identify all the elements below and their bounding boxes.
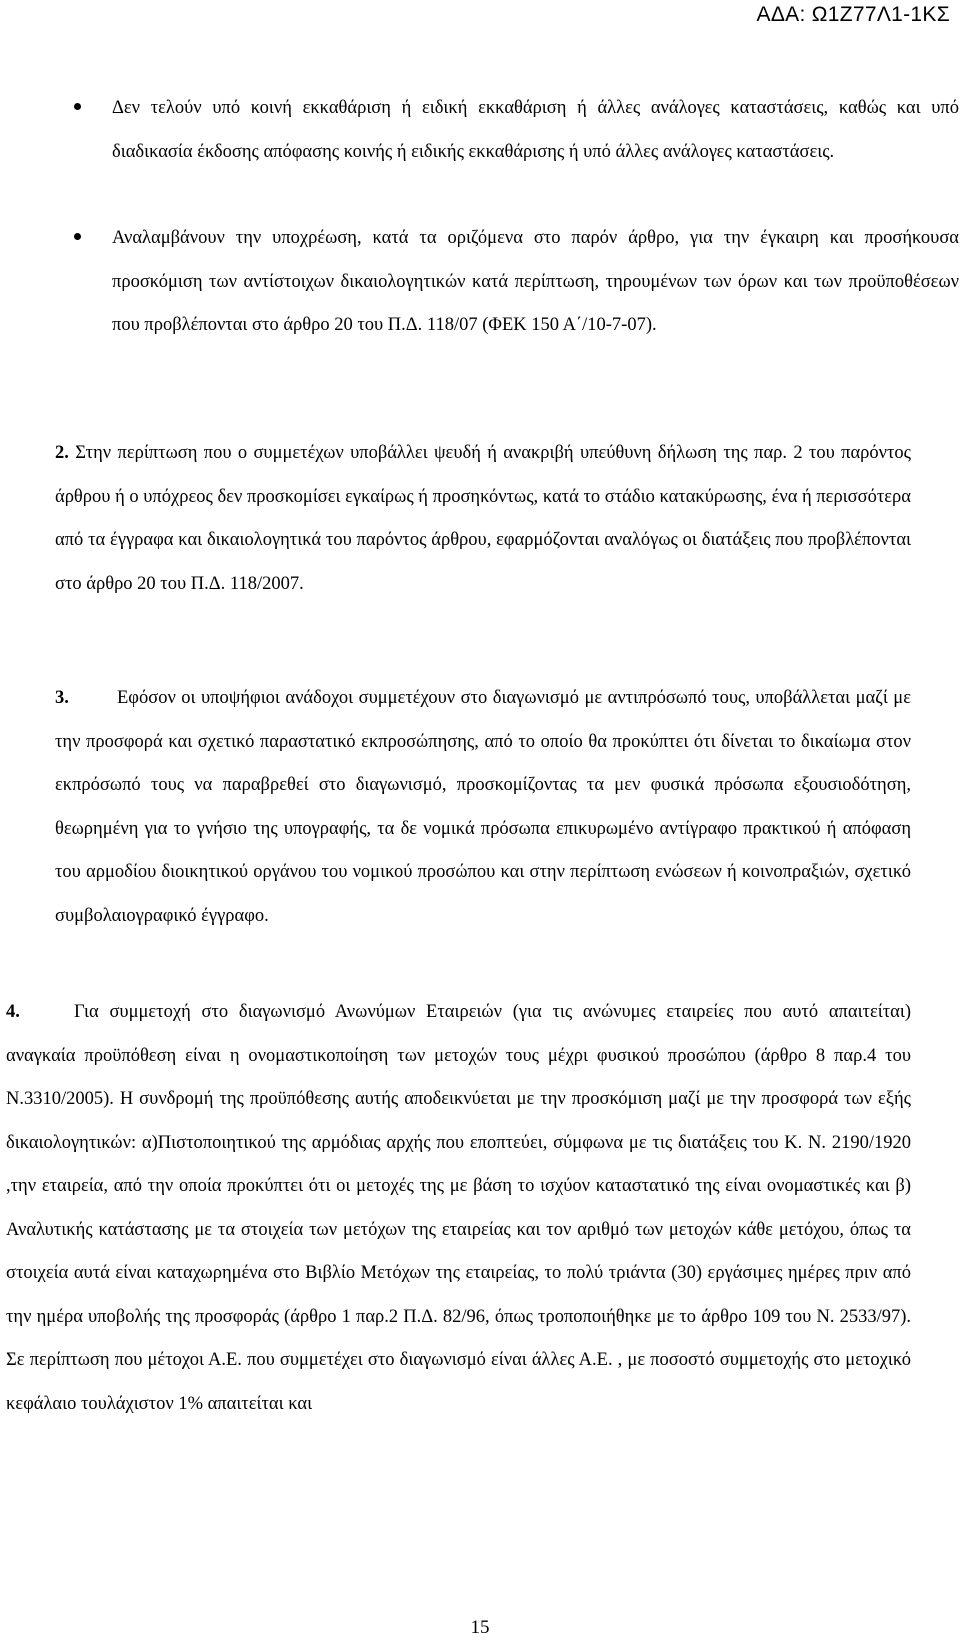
page-number: 15: [470, 1617, 490, 1638]
paragraph-3: [55, 677, 911, 938]
paragraph-text: Για συμμετοχή στο διαγωνισμό Ανωνύμων Εταιρειών (για τις ανώνυμες εταιρείες που αυτό απαιτείται) αναγκαία προϋπόθεση είναι η ονομαστικοποίηση των μετοχών τους μέχρι φυσικού προσώπου (άρθρο 8 παρ.4 του Ν.3310/2005). Η συνδρομή της προϋπόθεσης αυτής αποδεικνύεται με την προσκόμιση μαζί με την προσφορά των εξής δικαιολογητικών: α)Πιστοποιητικού της αρμόδιας αρχής που εποπτεύει, σύμφωνα με τις διατάξεις του Κ. Ν. 2190/1920 ,την εταιρεία, από την οποία προκύπτει ότι οι μετοχές της με βάση το ισχύον καταστατικό της είναι ονομαστικές και β) Αναλυτικής κατάστασης με τα στοιχεία των μετόχων της εταιρείας και τον αριθμό των μετοχών κάθε μετόχου, όπως τα στοιχεία αυτά είναι καταχωρημένα στο Βιβλίο Μετόχων της εταιρείας, το πολύ τριάντα (30) εργάσιμες ημέρες πριν από την ημέρα υποβολής της προσφοράς (άρθρο 1 παρ.2 Π.Δ. 82/96, όπως τροποποιήθηκε με το άρθρο 109 του Ν. 2533/97). Σε περίπτωση που μέτοχοι Α.Ε. που συμμετέχει στο διαγωνισμό είναι άλλες Α.Ε. , με ποσοστό συμμετοχής στο μετοχικό κεφάλαιο τουλάχιστον 1% απαιτείται και: [6, 1002, 911, 1414]
paragraph-number: 2.: [55, 443, 69, 463]
paragraph-text: Εφόσον οι υποψήφιοι ανάδοχοι συμμετέχουν στο διαγωνισμό με αντιπρόσωπό τους, υποβάλλεται μαζί με την προσφορά και σχετικό παραστατικό εκπροσώπησης, από το οποίο θα προκύπτει ότι δίνεται το δικαίωμα στον εκπρόσωπό τους να παραβρεθεί στο διαγωνισμό, προσκομίζοντας τα μεν φυσικά πρόσωπα εξουσιοδότηση, θεωρημένη για το γνήσιο της υπογραφής, τα δε νομικά πρόσωπα επικυρωμένο αντίγραφο πρακτικού ή απόφαση του αρμοδίου διοικητικού οργάνου του νομικού προσώπου και στην περίπτωση ενώσεων ή κοινοπραξιών, σχετικό συμβολαιογραφικό έγγραφο.: [55, 688, 911, 926]
bullet-item-2: Αναλαμβάνουν την υποχρέωση, κατά τα οριζόμενα στο παρόν άρθρο, για την έγκαιρη και προσήκουσα προσκόμιση των αντίστοιχων δικαιολογητικών κατά περίπτωση, τηρουμένων των όρων και των προϋποθέσεων που προβλέπονται στο άρθρο 20 του Π.Δ. 118/07 (ΦΕΚ 150 Α΄/10-7-07).: [112, 228, 959, 335]
ada-code: ΑΔΑ: Ω1Ζ77Λ1-1ΚΣ: [756, 3, 950, 26]
paragraph-4: [6, 991, 911, 1426]
bullet-item-1: Δεν τελούν υπό κοινή εκκαθάριση ή ειδική εκκαθάριση ή άλλες ανάλογες καταστάσεις, καθώς και υπό διαδικασία έκδοσης απόφασης κοινής ή ειδικής εκκαθάρισης ή υπό άλλες ανάλογες καταστάσεις.: [112, 98, 959, 162]
bullet-marker: [72, 217, 86, 231]
paragraph-number: 3.: [55, 688, 69, 708]
paragraph-2: [55, 432, 911, 606]
paragraph-text: Στην περίπτωση που ο συμμετέχων υποβάλλει ψευδή ή ανακριβή υπεύθυνη δήλωση της παρ. 2 του παρόντος άρθρου ή ο υπόχρεος δεν προσκομίσει εγκαίρως ή προσηκόντως, κατά το στάδιο κατακύρωσης, ένα ή περισσότερα από τα έγγραφα και δικαιολογητικά του παρόντος άρθρου, εφαρμόζονται αναλόγως οι διατάξεις που προβλέπονται στο άρθρο 20 του Π.Δ. 118/2007.: [55, 443, 912, 594]
paragraph-number: 4.: [6, 1002, 20, 1022]
bullet-marker: [72, 87, 86, 101]
